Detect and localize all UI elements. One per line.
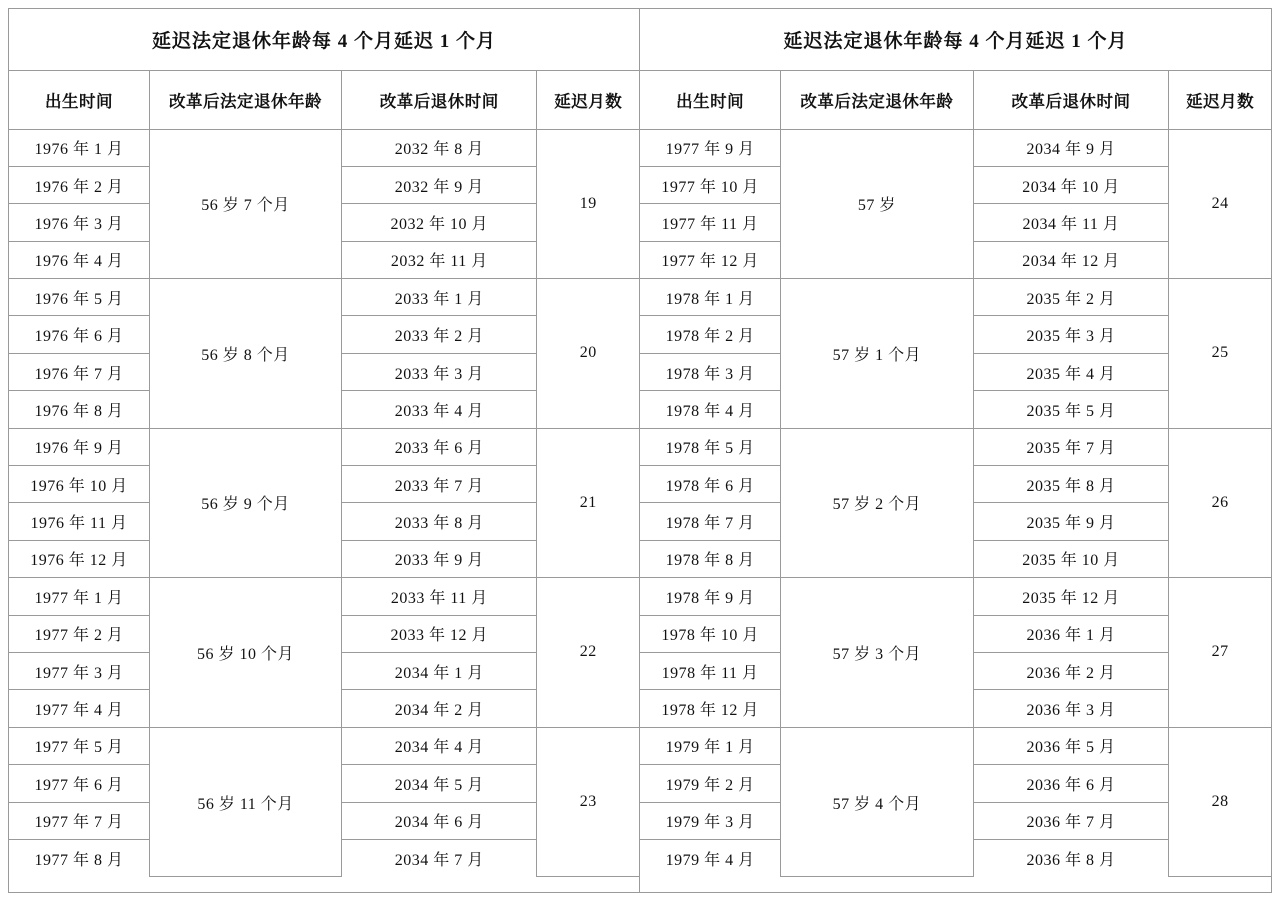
column-header-age: 改革后法定退休年龄 bbox=[781, 71, 973, 129]
cell-retire: 2032 年 11 月 bbox=[342, 241, 537, 278]
cell-retire: 2034 年 2 月 bbox=[342, 690, 537, 727]
cell-birth: 1978 年 5 月 bbox=[640, 428, 781, 465]
cell-age: 57 岁 1 个月 bbox=[781, 279, 973, 429]
cell-age: 57 岁 4 个月 bbox=[781, 727, 973, 877]
cell-delay: 28 bbox=[1169, 727, 1271, 877]
cell-birth: 1977 年 3 月 bbox=[9, 652, 149, 689]
cell-retire: 2035 年 2 月 bbox=[973, 279, 1169, 316]
cell-delay: 26 bbox=[1169, 428, 1271, 578]
cell-birth: 1978 年 11 月 bbox=[640, 652, 781, 689]
cell-birth: 1976 年 7 月 bbox=[9, 353, 149, 390]
table-row bbox=[640, 578, 1271, 615]
cell-birth: 1977 年 9 月 bbox=[640, 129, 781, 166]
table-body bbox=[9, 129, 639, 877]
cell-retire: 2035 年 8 月 bbox=[973, 466, 1169, 503]
header-row bbox=[9, 71, 639, 129]
cell-retire: 2034 年 7 月 bbox=[342, 839, 537, 876]
cell-retire: 2035 年 10 月 bbox=[973, 540, 1169, 577]
cell-retire: 2036 年 7 月 bbox=[973, 802, 1169, 839]
cell-retire: 2035 年 7 月 bbox=[973, 428, 1169, 465]
cell-retire: 2033 年 8 月 bbox=[342, 503, 537, 540]
cell-birth: 1979 年 4 月 bbox=[640, 839, 781, 876]
cell-retire: 2035 年 3 月 bbox=[973, 316, 1169, 353]
column-header-birth: 出生时间 bbox=[640, 71, 781, 129]
cell-birth: 1979 年 1 月 bbox=[640, 727, 781, 764]
cell-delay: 20 bbox=[537, 279, 639, 429]
table-header bbox=[9, 71, 639, 129]
cell-birth: 1978 年 10 月 bbox=[640, 615, 781, 652]
cell-retire: 2035 年 9 月 bbox=[973, 503, 1169, 540]
cell-birth: 1979 年 3 月 bbox=[640, 802, 781, 839]
cell-age: 57 岁 2 个月 bbox=[781, 428, 973, 578]
cell-delay: 24 bbox=[1169, 129, 1271, 279]
cell-delay: 21 bbox=[537, 428, 639, 578]
cell-retire: 2036 年 5 月 bbox=[973, 727, 1169, 764]
cell-birth: 1977 年 6 月 bbox=[9, 765, 149, 802]
column-header-delay: 延迟月数 bbox=[537, 71, 639, 129]
cell-age: 57 岁 bbox=[781, 129, 973, 279]
cell-birth: 1976 年 2 月 bbox=[9, 166, 149, 203]
cell-age: 57 岁 3 个月 bbox=[781, 578, 973, 728]
cell-age: 56 岁 11 个月 bbox=[149, 727, 341, 877]
table-row bbox=[9, 428, 639, 465]
header-row bbox=[640, 71, 1271, 129]
cell-birth: 1976 年 6 月 bbox=[9, 316, 149, 353]
cell-birth: 1976 年 9 月 bbox=[9, 428, 149, 465]
cell-retire: 2033 年 6 月 bbox=[342, 428, 537, 465]
cell-retire: 2033 年 11 月 bbox=[342, 578, 537, 615]
retirement-schedule-tables bbox=[8, 8, 1272, 893]
cell-birth: 1977 年 2 月 bbox=[9, 615, 149, 652]
column-header-birth: 出生时间 bbox=[9, 71, 149, 129]
cell-retire: 2032 年 8 月 bbox=[342, 129, 537, 166]
table-row bbox=[640, 129, 1271, 166]
cell-birth: 1977 年 11 月 bbox=[640, 204, 781, 241]
cell-birth: 1978 年 12 月 bbox=[640, 690, 781, 727]
cell-retire: 2034 年 5 月 bbox=[342, 765, 537, 802]
cell-retire: 2033 年 1 月 bbox=[342, 279, 537, 316]
cell-birth: 1978 年 6 月 bbox=[640, 466, 781, 503]
schedule-table bbox=[640, 71, 1271, 877]
cell-retire: 2036 年 6 月 bbox=[973, 765, 1169, 802]
cell-birth: 1978 年 1 月 bbox=[640, 279, 781, 316]
cell-birth: 1976 年 10 月 bbox=[9, 466, 149, 503]
cell-retire: 2033 年 3 月 bbox=[342, 353, 537, 390]
cell-retire: 2036 年 1 月 bbox=[973, 615, 1169, 652]
cell-retire: 2034 年 12 月 bbox=[973, 241, 1169, 278]
cell-retire: 2034 年 9 月 bbox=[973, 129, 1169, 166]
cell-retire: 2034 年 4 月 bbox=[342, 727, 537, 764]
table-title-row bbox=[640, 9, 1271, 71]
cell-birth: 1976 年 8 月 bbox=[9, 391, 149, 428]
table-title-row bbox=[9, 9, 639, 71]
cell-birth: 1977 年 4 月 bbox=[9, 690, 149, 727]
table-row bbox=[640, 428, 1271, 465]
cell-retire: 2032 年 9 月 bbox=[342, 166, 537, 203]
cell-retire: 2035 年 12 月 bbox=[973, 578, 1169, 615]
table-row bbox=[9, 279, 639, 316]
table-title: 延迟法定退休年龄每 4 个月延迟 1 个月 bbox=[783, 31, 1128, 52]
retirement-table-left bbox=[9, 9, 640, 892]
cell-retire: 2033 年 12 月 bbox=[342, 615, 537, 652]
cell-birth: 1979 年 2 月 bbox=[640, 765, 781, 802]
column-header-age: 改革后法定退休年龄 bbox=[149, 71, 341, 129]
cell-retire: 2034 年 6 月 bbox=[342, 802, 537, 839]
cell-retire: 2032 年 10 月 bbox=[342, 204, 537, 241]
table-row bbox=[640, 727, 1271, 764]
cell-birth: 1976 年 3 月 bbox=[9, 204, 149, 241]
column-header-delay: 延迟月数 bbox=[1169, 71, 1271, 129]
table-body bbox=[640, 129, 1271, 877]
cell-retire: 2033 年 4 月 bbox=[342, 391, 537, 428]
cell-birth: 1978 年 8 月 bbox=[640, 540, 781, 577]
cell-age: 56 岁 9 个月 bbox=[149, 428, 341, 578]
cell-delay: 27 bbox=[1169, 578, 1271, 728]
cell-birth: 1977 年 7 月 bbox=[9, 802, 149, 839]
cell-birth: 1978 年 2 月 bbox=[640, 316, 781, 353]
cell-retire: 2034 年 1 月 bbox=[342, 652, 537, 689]
cell-retire: 2036 年 3 月 bbox=[973, 690, 1169, 727]
table-row bbox=[9, 727, 639, 764]
cell-delay: 23 bbox=[537, 727, 639, 877]
cell-retire: 2035 年 4 月 bbox=[973, 353, 1169, 390]
column-header-retire: 改革后退休时间 bbox=[342, 71, 537, 129]
cell-birth: 1976 年 4 月 bbox=[9, 241, 149, 278]
cell-retire: 2033 年 9 月 bbox=[342, 540, 537, 577]
cell-birth: 1976 年 5 月 bbox=[9, 279, 149, 316]
schedule-table bbox=[9, 71, 639, 877]
cell-retire: 2033 年 2 月 bbox=[342, 316, 537, 353]
cell-age: 56 岁 8 个月 bbox=[149, 279, 341, 429]
table-header bbox=[640, 71, 1271, 129]
cell-retire: 2035 年 5 月 bbox=[973, 391, 1169, 428]
cell-delay: 22 bbox=[537, 578, 639, 728]
cell-birth: 1977 年 8 月 bbox=[9, 839, 149, 876]
cell-birth: 1977 年 10 月 bbox=[640, 166, 781, 203]
cell-age: 56 岁 7 个月 bbox=[149, 129, 341, 279]
table-row bbox=[9, 129, 639, 166]
cell-birth: 1978 年 9 月 bbox=[640, 578, 781, 615]
column-header-retire: 改革后退休时间 bbox=[973, 71, 1169, 129]
cell-birth: 1976 年 1 月 bbox=[9, 129, 149, 166]
cell-delay: 19 bbox=[537, 129, 639, 279]
cell-delay: 25 bbox=[1169, 279, 1271, 429]
cell-birth: 1978 年 7 月 bbox=[640, 503, 781, 540]
cell-retire: 2036 年 2 月 bbox=[973, 652, 1169, 689]
cell-birth: 1976 年 12 月 bbox=[9, 540, 149, 577]
cell-retire: 2033 年 7 月 bbox=[342, 466, 537, 503]
cell-retire: 2034 年 11 月 bbox=[973, 204, 1169, 241]
cell-age: 56 岁 10 个月 bbox=[149, 578, 341, 728]
cell-birth: 1977 年 1 月 bbox=[9, 578, 149, 615]
table-title: 延迟法定退休年龄每 4 个月延迟 1 个月 bbox=[151, 31, 496, 52]
table-row bbox=[640, 279, 1271, 316]
cell-birth: 1978 年 4 月 bbox=[640, 391, 781, 428]
cell-birth: 1977 年 5 月 bbox=[9, 727, 149, 764]
retirement-table-right bbox=[640, 9, 1271, 892]
cell-birth: 1977 年 12 月 bbox=[640, 241, 781, 278]
table-row bbox=[9, 578, 639, 615]
cell-birth: 1976 年 11 月 bbox=[9, 503, 149, 540]
cell-birth: 1978 年 3 月 bbox=[640, 353, 781, 390]
cell-retire: 2036 年 8 月 bbox=[973, 839, 1169, 876]
cell-retire: 2034 年 10 月 bbox=[973, 166, 1169, 203]
